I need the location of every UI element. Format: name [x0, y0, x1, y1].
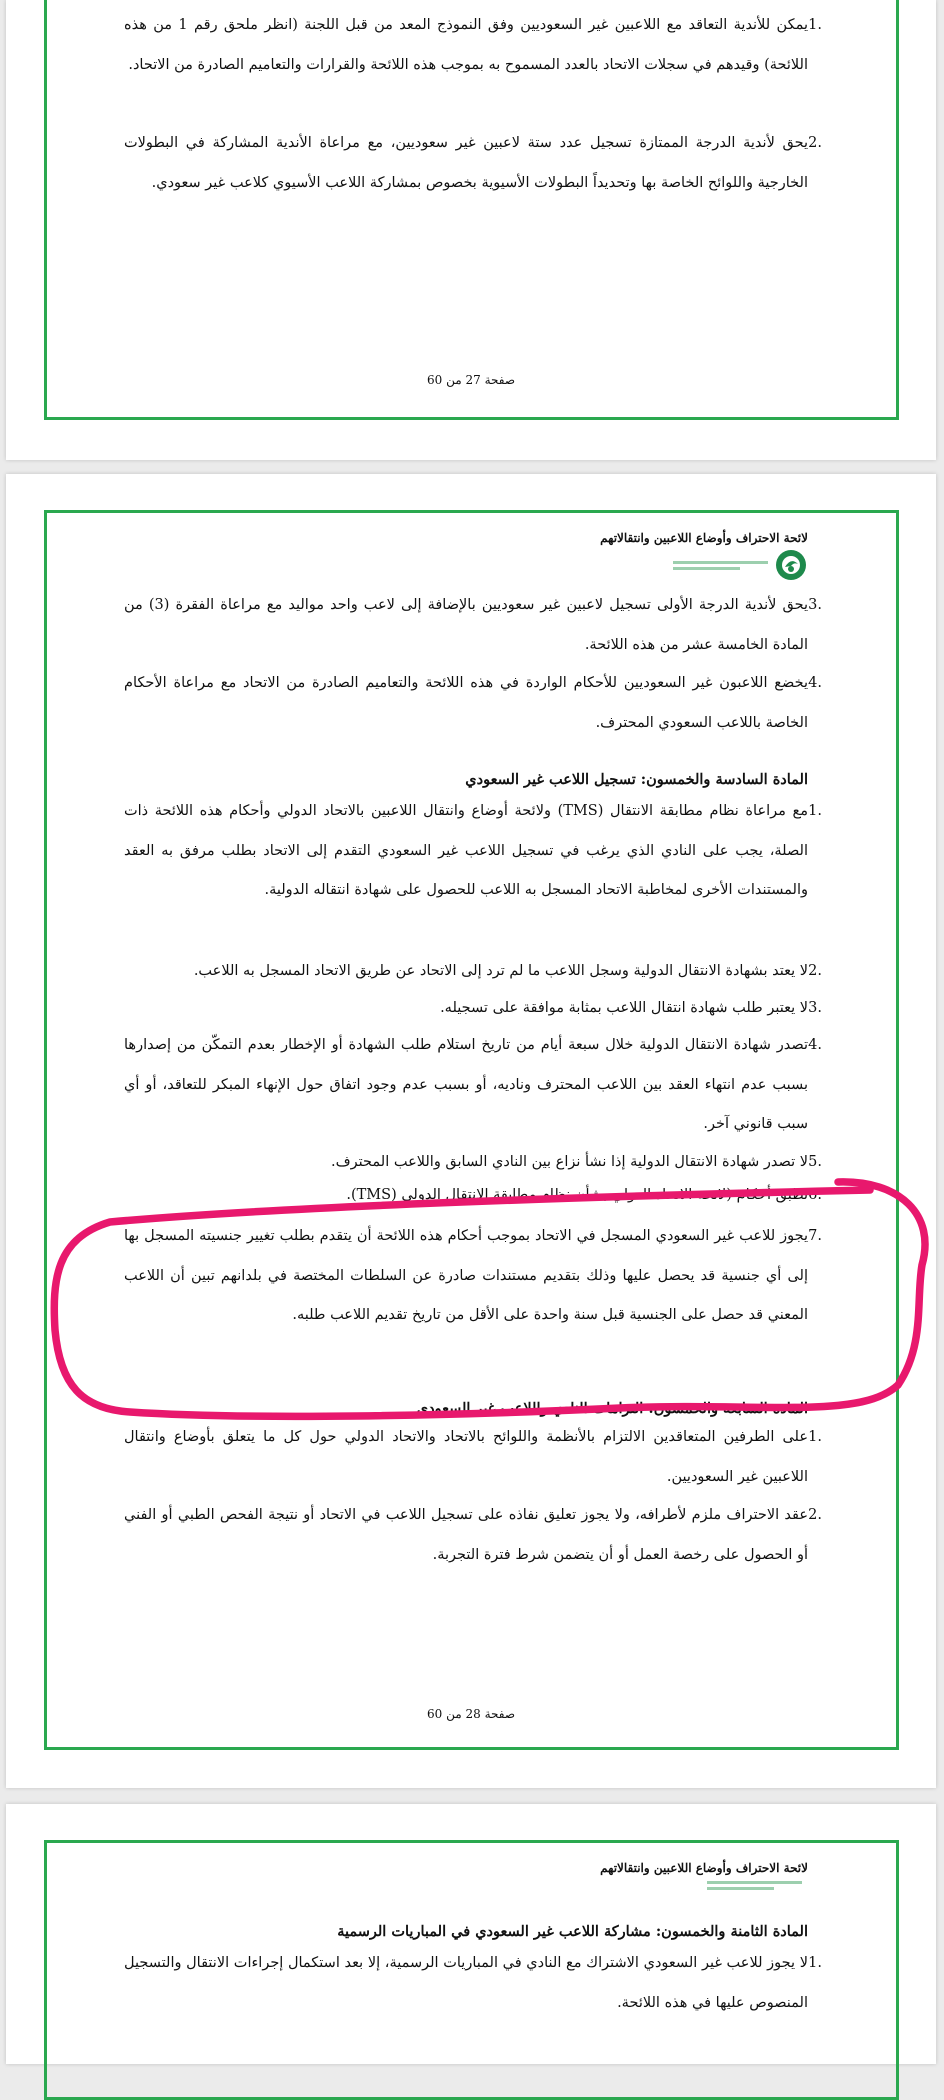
- article-57-title: المادة السابعة والخمسون: التزامات النادي واللاعب غير السعودي: [416, 1400, 808, 1417]
- item-text: مع مراعاة نظام مطابقة الانتقال (TMS) ولائحة أوضاع وانتقال اللاعبين بالاتحاد الدولي وأحكام هذه اللائحة ذات الصلة، يجب على النادي الذي يرغب في تسجيل اللاعب غير السعودي التقدم إلى الاتحاد بطلب مرفق به العقد والمستندات الأخرى لمخاطبة الاتحاد المسجل به اللاعب للحصول على شهادة انتقاله الدولية.: [124, 803, 808, 898]
- article-58-title: المادة الثامنة والخمسون: مشاركة اللاعب غير السعودي في المباريات الرسمية: [337, 1923, 808, 1940]
- item-text: يخضع اللاعبون غير السعوديين للأحكام الواردة في هذه اللائحة والتعاميم الصادرة من الاتحاد مع مراعاة الأحكام الخاصة باللاعب السعودي المحترف.: [124, 675, 808, 731]
- item-number: .7: [808, 1228, 822, 1244]
- item-text: على الطرفين المتعاقدين الالتزام بالأنظمة واللوائح بالاتحاد والاتحاد الدولي حول كل ما يتعلق بأوضاع وانتقال اللاعبين غير السعوديين.: [124, 1429, 808, 1485]
- item-number: .1: [808, 17, 822, 33]
- item-text: يحق لأندية الدرجة الأولى تسجيل لاعبين غير سعوديين بالإضافة إلى لاعب واحد مواليد مع مراعاة الفقرة (3) من المادة الخامسة عشر من هذه اللائحة.: [124, 597, 808, 653]
- page-number: صفحة 27 من 60: [426, 373, 516, 387]
- item-text: تصدر شهادة الانتقال الدولية خلال سبعة أيام من تاريخ استلام طلب الشهادة أو الإخطار بعدم التمكّن من إصدارها بسبب عدم انتهاء العقد بين اللاعب المحترف وناديه، أو بسبب عدم وجود اتفاق حول الإنهاء المبكر للتعاقد، أو أي سبب قانوني آخر.: [124, 1037, 808, 1132]
- page-number: صفحة 28 من 60: [426, 1707, 516, 1721]
- annotation-stroke: [54, 1182, 925, 1416]
- item-text: تطبق أحكام (لائحة الاتحاد الدولي بشأن نظام مطابقة الانتقال الدولي (TMS).: [346, 1187, 808, 1203]
- item-text: لا تصدر شهادة الانتقال الدولية إذا نشأ نزاع بين النادي السابق واللاعب المحترف.: [331, 1154, 808, 1170]
- item-number: .1: [808, 803, 822, 819]
- header-title: لائحة الاحتراف وأوضاع اللاعبين وانتقالاتهم: [600, 1861, 808, 1875]
- item-text: يجوز للاعب غير السعودي المسجل في الاتحاد بموجب أحكام هذه اللائحة أن يتقدم بطلب تغيير جنسيته المسجل بها إلى أي جنسية قد يحصل عليها وذلك بتقديم مستندات صادرة عن السلطات المختصة في بلدانهم تبين أن اللاعب المعني قد حصل على الجنسية قبل سنة واحدة على الأقل من تاريخ تقديم اللاعب طلبه.: [124, 1228, 808, 1323]
- item-number: .1: [808, 1955, 822, 1971]
- item-text: لا يعتبر طلب شهادة انتقال اللاعب بمثابة موافقة على تسجيله.: [440, 1000, 808, 1016]
- item-text: عقد الاحتراف ملزم لأطرافه، ولا يجوز تعليق نفاذه على تسجيل اللاعب في الاتحاد أو نتيجة الفحص الطبي أو الفني أو الحصول على رخصة العمل أو أن يتضمن شرط فترة التجربة.: [124, 1507, 808, 1563]
- item-number: .4: [808, 675, 822, 691]
- header-title: لائحة الاحتراف وأوضاع اللاعبين وانتقالاتهم: [600, 531, 808, 545]
- item-number: .2: [808, 963, 822, 979]
- item-number: .4: [808, 1037, 822, 1053]
- item-text: لا يجوز للاعب غير السعودي الاشتراك مع النادي في المباريات الرسمية، إلا بعد استكمال إجراءات الانتقال والتسجيل المنصوص عليها في هذه اللائحة.: [124, 1955, 808, 2011]
- item-number: .3: [808, 597, 822, 613]
- article-56-title: المادة السادسة والخمسون: تسجيل اللاعب غير السعودي: [465, 771, 808, 788]
- item-text: يمكن للأندية التعاقد مع اللاعبين غير السعوديين وفق النموذج المعد من قبل اللجنة (انظر ملحق رقم 1 من هذه اللائحة) وقيدهم في سجلات الاتحاد بالعدد المسموح به بموجب هذه اللائحة والقرارات والتعاميم الصادرة من الاتحاد.: [124, 17, 808, 73]
- item-number: .1: [808, 1429, 822, 1445]
- item-number: .5: [808, 1154, 822, 1170]
- item-text: يحق لأندية الدرجة الممتازة تسجيل عدد ستة لاعبين غير سعوديين، مع مراعاة الأندية المشاركة في البطولات الخارجية واللوائح الخاصة بها وتحديداً البطولات الأسيوية بخصوص بمشاركة اللاعب الأسيوي كلاعب غير سعودي.: [124, 135, 808, 191]
- item-number: .2: [808, 135, 822, 151]
- item-number: .6: [808, 1187, 822, 1203]
- item-text: لا يعتد بشهادة الانتقال الدولية وسجل اللاعب ما لم ترد إلى الاتحاد عن طريق الاتحاد المسجل به اللاعب.: [193, 963, 808, 979]
- item-number: .2: [808, 1507, 822, 1523]
- item-number: .3: [808, 1000, 822, 1016]
